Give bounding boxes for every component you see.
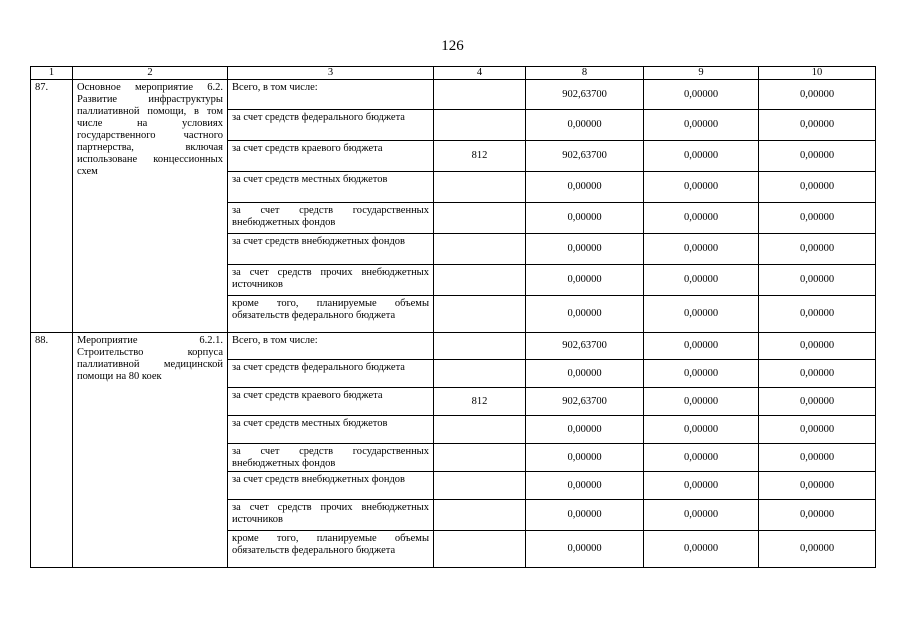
value-col-9: 0,00000 xyxy=(644,203,759,234)
funding-source: за счет средств прочих внебюджетных источников xyxy=(228,500,434,531)
row-number: 87. xyxy=(31,80,73,333)
value-col-10: 0,00000 xyxy=(759,172,876,203)
budget-code xyxy=(434,472,526,500)
budget-code xyxy=(434,500,526,531)
funding-source: Всего, в том числе: xyxy=(228,333,434,360)
table-row xyxy=(31,80,876,110)
budget-code xyxy=(434,360,526,388)
value-col-9: 0,00000 xyxy=(644,472,759,500)
budget-code: 812 xyxy=(434,388,526,416)
value-col-8: 902,63700 xyxy=(526,388,644,416)
value-col-8: 0,00000 xyxy=(526,234,644,265)
funding-source: кроме того, планируемые объемы обязательств федерального бюджета xyxy=(228,531,434,568)
budget-code xyxy=(434,444,526,472)
budget-code xyxy=(434,265,526,296)
funding-source: за счет средств краевого бюджета xyxy=(228,141,434,172)
funding-source: за счет средств государственных внебюджетных фондов xyxy=(228,203,434,234)
value-col-10: 0,00000 xyxy=(759,141,876,172)
budget-table xyxy=(30,66,876,568)
budget-code: 812 xyxy=(434,141,526,172)
value-col-9: 0,00000 xyxy=(644,500,759,531)
funding-source: за счет средств местных бюджетов xyxy=(228,416,434,444)
budget-code xyxy=(434,203,526,234)
value-col-10: 0,00000 xyxy=(759,265,876,296)
value-col-9: 0,00000 xyxy=(644,234,759,265)
value-col-10: 0,00000 xyxy=(759,333,876,360)
value-col-9: 0,00000 xyxy=(644,141,759,172)
value-col-9: 0,00000 xyxy=(644,296,759,333)
funding-source: за счет средств внебюджетных фондов xyxy=(228,472,434,500)
value-col-9: 0,00000 xyxy=(644,110,759,141)
funding-source: Всего, в том числе: xyxy=(228,80,434,110)
funding-source: за счет средств краевого бюджета xyxy=(228,388,434,416)
funding-source: за счет средств внебюджетных фондов xyxy=(228,234,434,265)
page-number: 126 xyxy=(441,38,464,54)
value-col-10: 0,00000 xyxy=(759,388,876,416)
budget-code xyxy=(434,333,526,360)
funding-source: за счет средств государственных внебюджетных фондов xyxy=(228,444,434,472)
value-col-10: 0,00000 xyxy=(759,80,876,110)
value-col-9: 0,00000 xyxy=(644,416,759,444)
value-col-8: 0,00000 xyxy=(526,360,644,388)
value-col-9: 0,00000 xyxy=(644,531,759,568)
column-header: 1 xyxy=(31,67,73,80)
value-col-9: 0,00000 xyxy=(644,444,759,472)
value-col-10: 0,00000 xyxy=(759,234,876,265)
value-col-10: 0,00000 xyxy=(759,296,876,333)
value-col-10: 0,00000 xyxy=(759,531,876,568)
value-col-10: 0,00000 xyxy=(759,444,876,472)
value-col-9: 0,00000 xyxy=(644,265,759,296)
budget-code xyxy=(434,172,526,203)
funding-source: за счет средств федерального бюджета xyxy=(228,360,434,388)
value-col-8: 0,00000 xyxy=(526,110,644,141)
value-col-9: 0,00000 xyxy=(644,80,759,110)
budget-code xyxy=(434,296,526,333)
value-col-9: 0,00000 xyxy=(644,333,759,360)
value-col-8: 902,63700 xyxy=(526,141,644,172)
value-col-8: 0,00000 xyxy=(526,265,644,296)
value-col-8: 0,00000 xyxy=(526,500,644,531)
funding-source: кроме того, планируемые объемы обязательств федерального бюджета xyxy=(228,296,434,333)
value-col-8: 0,00000 xyxy=(526,172,644,203)
column-header: 8 xyxy=(526,67,644,80)
budget-code xyxy=(434,234,526,265)
value-col-8: 0,00000 xyxy=(526,531,644,568)
column-header: 3 xyxy=(228,67,434,80)
row-number: 88. xyxy=(31,333,73,568)
funding-source: за счет средств федерального бюджета xyxy=(228,110,434,141)
budget-code xyxy=(434,416,526,444)
value-col-8: 902,63700 xyxy=(526,80,644,110)
column-header: 9 xyxy=(644,67,759,80)
column-header: 10 xyxy=(759,67,876,80)
header-row xyxy=(31,67,876,80)
value-col-8: 0,00000 xyxy=(526,444,644,472)
value-col-9: 0,00000 xyxy=(644,360,759,388)
value-col-10: 0,00000 xyxy=(759,360,876,388)
budget-code xyxy=(434,531,526,568)
activity-title: Основное мероприятие 6.2. Развитие инфраструктуры паллиативной помощи, в том числе на условиях государственного частного партнерства, включая использоване концессионных схем xyxy=(73,80,228,333)
value-col-9: 0,00000 xyxy=(644,388,759,416)
value-col-10: 0,00000 xyxy=(759,203,876,234)
budget-code xyxy=(434,110,526,141)
value-col-8: 902,63700 xyxy=(526,333,644,360)
value-col-10: 0,00000 xyxy=(759,472,876,500)
table-row xyxy=(31,333,876,360)
budget-code xyxy=(434,80,526,110)
activity-title: Мероприятие 6.2.1. Строительство корпуса паллиативной медицинской помощи на 80 коек xyxy=(73,333,228,568)
value-col-9: 0,00000 xyxy=(644,172,759,203)
value-col-10: 0,00000 xyxy=(759,500,876,531)
column-header: 2 xyxy=(73,67,228,80)
value-col-8: 0,00000 xyxy=(526,416,644,444)
value-col-8: 0,00000 xyxy=(526,203,644,234)
column-header: 4 xyxy=(434,67,526,80)
value-col-8: 0,00000 xyxy=(526,296,644,333)
funding-source: за счет средств местных бюджетов xyxy=(228,172,434,203)
value-col-8: 0,00000 xyxy=(526,472,644,500)
value-col-10: 0,00000 xyxy=(759,416,876,444)
funding-source: за счет средств прочих внебюджетных источников xyxy=(228,265,434,296)
value-col-10: 0,00000 xyxy=(759,110,876,141)
